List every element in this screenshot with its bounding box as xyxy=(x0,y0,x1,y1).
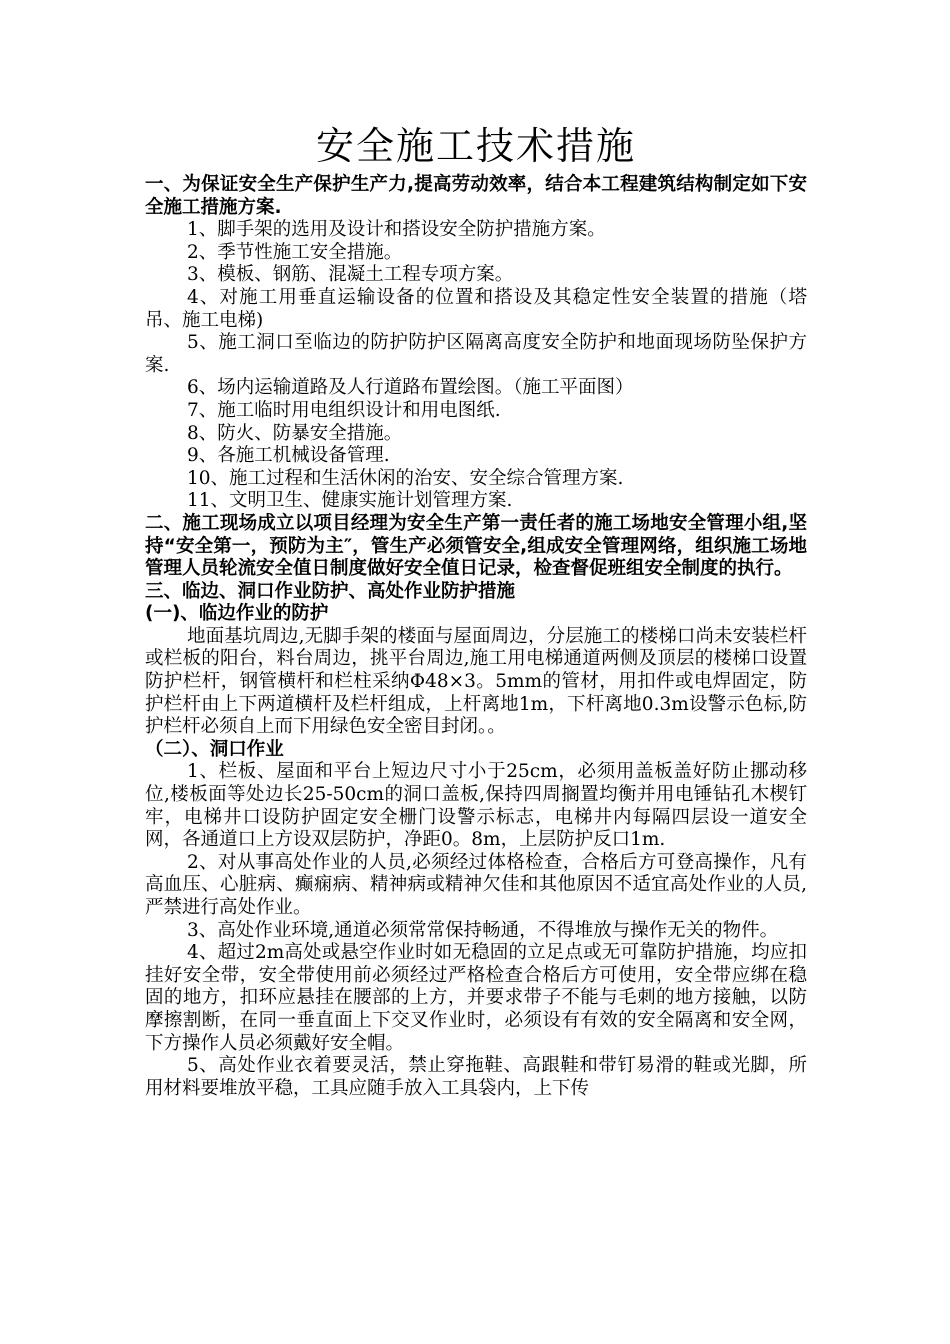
paragraph: 1、栏板、屋面和平台上短边尺寸小于25cm，必须用盖板盖好防止挪动移位,楼板面等处边长25-50cm的洞口盖板,保持四周搁置均衡并用电锤钻孔木楔钉牢，电梯井口设防护固定安全栅门设警示标志，电梯井内每隔四层设一道安全网，各通道口上方设双层防护，净距0。8m，上层防护反口1m. xyxy=(145,761,807,851)
list-item: 5、施工洞口至临边的防护防护区隔离高度安全防护和地面现场防坠保护方案. xyxy=(145,332,807,376)
list-item: 3、模板、钢筋、混凝土工程专项方案。 xyxy=(187,264,514,286)
list-item: 10、施工过程和生活休闲的治安、安全综合管理方案. xyxy=(187,467,624,489)
paragraph: 2、对从事高处作业的人员,必须经过体格检查，合格后方可登高操作，凡有高血压、心脏病、癫痫病、精神病或精神欠佳和其他原因不适宜高处作业的人员,严禁进行高处作业。 xyxy=(145,851,807,918)
list-item: 6、场内运输道路及人行道路布置绘图。（施工平面图） xyxy=(187,377,634,399)
subsection1-paragraph: 地面基坑周边,无脚手架的楼面与屋面周边，分层施工的楼梯口尚未安装栏杆或栏板的阳台，料台周边，挑平台周边,施工用电梯通道两侧及顶层的楼梯口设置防护栏杆，钢管横杆和栏柱采纳Φ48×3。5mm的管材，用扣件或电焊固定，防护栏杆由上下两道横杆及栏杆组成，上杆离地1m，下杆离地0.3m设警示色标,防护栏杆必须自上而下用绿色安全密目封闭。。 xyxy=(145,625,807,738)
list-item: 1、脚手架的选用及设计和搭设安全防护措施方案。 xyxy=(187,219,606,241)
document-title: 安全施工技术措施 xyxy=(315,124,636,168)
section1-heading: 一、为保证安全生产保护生产力,提高劳动效率，结合本工程建筑结构制定如下安全施工措施方案. xyxy=(145,174,807,218)
subsection1-heading: (一)、临边作业的防护 xyxy=(145,603,329,625)
paragraph: 4、超过2m高处或悬空作业时如无稳固的立足点或无可靠防护措施，均应扣挂好安全带，安全带使用前必须经过严格检查合格后方可使用，安全带应绑在稳固的地方，扣环应悬挂在腰部的上方，并要求带子不能与毛刺的地方接触，以防摩擦割断，在同一垂直面上下交叉作业时，必须设有有效的安全隔离和安全网，下方操作人员必须戴好安全帽。 xyxy=(145,942,807,1054)
paragraph: 3、高处作业环境,通道必须常常保持畅通，不得堆放与操作无关的物件。 xyxy=(187,919,779,941)
section2-heading: 二、施工现场成立以项目经理为安全生产第一责任者的施工场地安全管理小组,坚持“安全第一，预防为主″，管生产必须管安全,组成安全管理网络，组织施工场地管理人员轮流安全值日制度做好安全值日记录，检查督促班组安全制度的执行。 xyxy=(145,512,807,580)
subsection2-heading: （二）、洞口作业 xyxy=(145,738,284,760)
section1-list xyxy=(145,219,807,513)
list-item: 8、防火、防暴安全措施。 xyxy=(187,422,403,444)
list-item: 2、季节性施工安全措施。 xyxy=(187,241,403,263)
list-item: 9、各施工机械设备管理. xyxy=(187,445,390,467)
document-page xyxy=(145,118,807,1100)
paragraph: 5、高处作业衣着要灵活，禁止穿拖鞋、高跟鞋和带钉易滑的鞋或光脚，所用材料要堆放平稳，工具应随手放入工具袋内，上下传 xyxy=(145,1055,807,1099)
list-item: 4、对施工用垂直运输设备的位置和搭设及其稳定性安全装置的措施（塔吊、施工电梯) xyxy=(145,286,807,331)
section3-heading: 三、临边、洞口作业防护、高处作业防护措施 xyxy=(145,580,516,602)
list-item: 7、施工临时用电组织设计和用电图纸. xyxy=(187,399,501,421)
list-item: 11、文明卫生、健康实施计划管理方案. xyxy=(187,490,513,512)
